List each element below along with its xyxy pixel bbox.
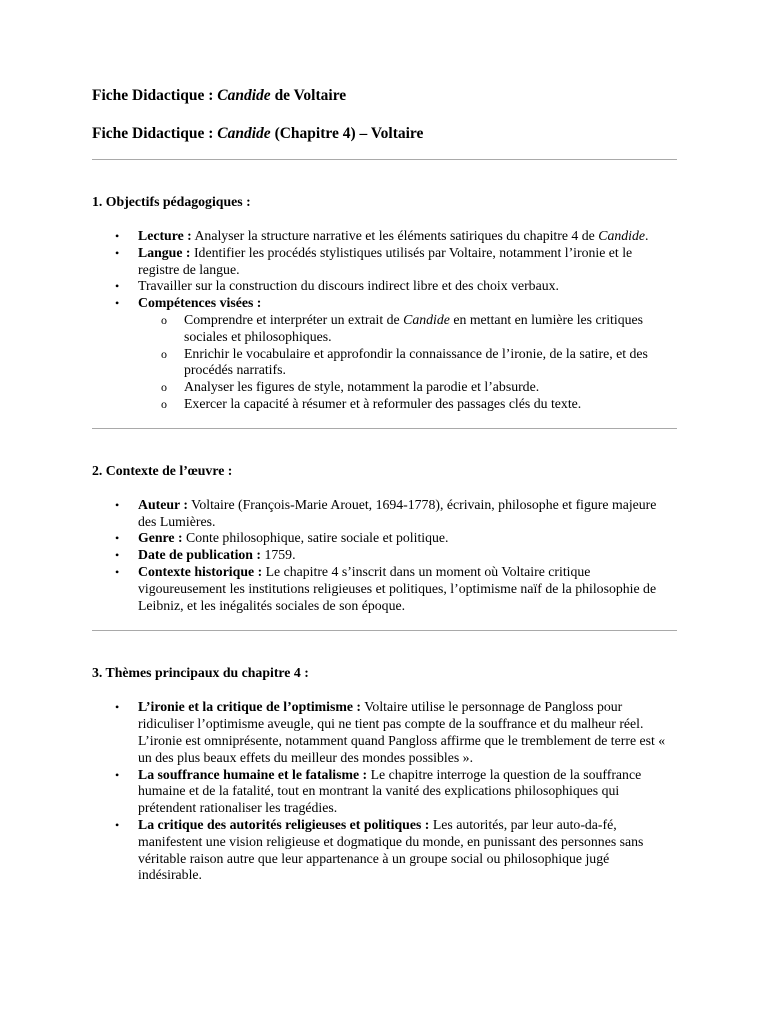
circle-bullet-icon: o [161,312,167,327]
circle-bullet-icon: o [161,380,167,395]
bullet-icon: • [115,548,120,563]
list-item: • Langue : Identifier les procédés stylistiques utilisés par Voltaire, notamment l’ironie et le registre de langue. [115,244,633,277]
horizontal-rule [92,428,677,429]
objectifs-list [92,228,676,413]
sub-list-item: o Comprendre et interpréter un extrait de Candide en mettant en lumière les critiques sociales et philosophiques. [161,311,643,344]
section-heading-objectifs: 1. Objectifs pédagogiques : [92,194,251,209]
circle-bullet-icon: o [161,396,167,411]
document-title-1: Fiche Didactique : Candide de Voltaire [92,87,347,104]
bullet-icon: • [115,296,120,311]
circle-bullet-icon: o [161,346,167,361]
bullet-icon: • [115,817,120,832]
sub-list-item: o Enrichir le vocabulaire et approfondir la connaissance de l’ironie, de la satire, et des procédés narratifs. [161,345,648,378]
list-item: • Contexte historique : Le chapitre 4 s’inscrit dans un moment où Voltaire critique vigoureusement les institutions religieuses et politiques, l’optimisme naïf de la philosophie de Leibniz, et les inégalités sociales de son époque. [115,563,657,613]
bullet-icon: • [115,767,120,782]
themes-list [92,699,676,884]
bullet-icon: • [115,229,120,243]
bullet-icon: • [115,564,120,579]
list-item: • La critique des autorités religieuses et politiques : Les autorités, par leur auto-da-fé, manifestent une vision religieuse et dogmatique du monde, en punissant des personnes sans véritable raison autre que leur appartenance à un groupe social ou philosophique jugé indésirable. [115,816,644,883]
horizontal-rule [92,159,677,160]
list-item: • Date de publication : 1759. [115,547,296,563]
sub-list-item: o Analyser les figures de style, notamment la parodie et l’absurde. [161,379,540,395]
section-heading-themes: 3. Thèmes principaux du chapitre 4 : [92,665,309,681]
list-item: • Lecture : Analyser la structure narrative et les éléments satiriques du chapitre 4 de Candide. [115,228,649,243]
contexte-list [92,497,676,615]
bullet-icon: • [115,700,120,715]
competences-sublist [138,312,668,413]
list-item: • Compétences visées : o Comprendre et interpréter un extrait de Candide en mettant en lumière les critiques sociales et philosophiques. o Enrichir le vocabulaire et approfondir la connaissance de l’ironie, de la satire, et des procédés narratifs. o Analyser les figures de style, notamment la parodie et l’absurde. o Exercer la capacité à résumer et à reformuler des passages clés du texte. [138,295,668,413]
list-item: • La souffrance humaine et le fatalisme : Le chapitre interroge la question de la souffrance humaine et de la fatalité, tout en montrant la vanité des explications philosophiques qui prétendent rationaliser les tragédies. [115,766,642,816]
horizontal-rule [92,630,677,631]
list-item: • Genre : Conte philosophique, satire sociale et politique. [115,530,449,546]
bullet-icon: • [115,531,120,546]
section-heading-contexte: 2. Contexte de l’œuvre : [92,462,233,478]
bullet-icon: • [115,279,120,294]
list-item: • Auteur : Voltaire (François-Marie Arouet, 1694-1778), écrivain, philosophe et figure majeure des Lumières. [115,496,657,529]
bullet-icon: • [115,245,120,260]
list-item: • Travailler sur la construction du discours indirect libre et des choix verbaux. [115,278,559,294]
list-item: • L’ironie et la critique de l’optimisme : Voltaire utilise le personnage de Pangloss pour ridiculiser l’optimisme aveugle, qui ne tient pas compte de la souffrance et du malheur réel. L’ironie est omniprésente, notamment quand Pangloss affirme que le tremblement de terre est « un des plus beaux effets du meilleur des mondes possibles ». [115,699,666,765]
document-title-2: Fiche Didactique : Candide (Chapitre 4) – Voltaire [92,125,424,142]
sub-list-item: o Exercer la capacité à résumer et à reformuler des passages clés du texte. [161,395,582,411]
bullet-icon: • [115,497,120,512]
